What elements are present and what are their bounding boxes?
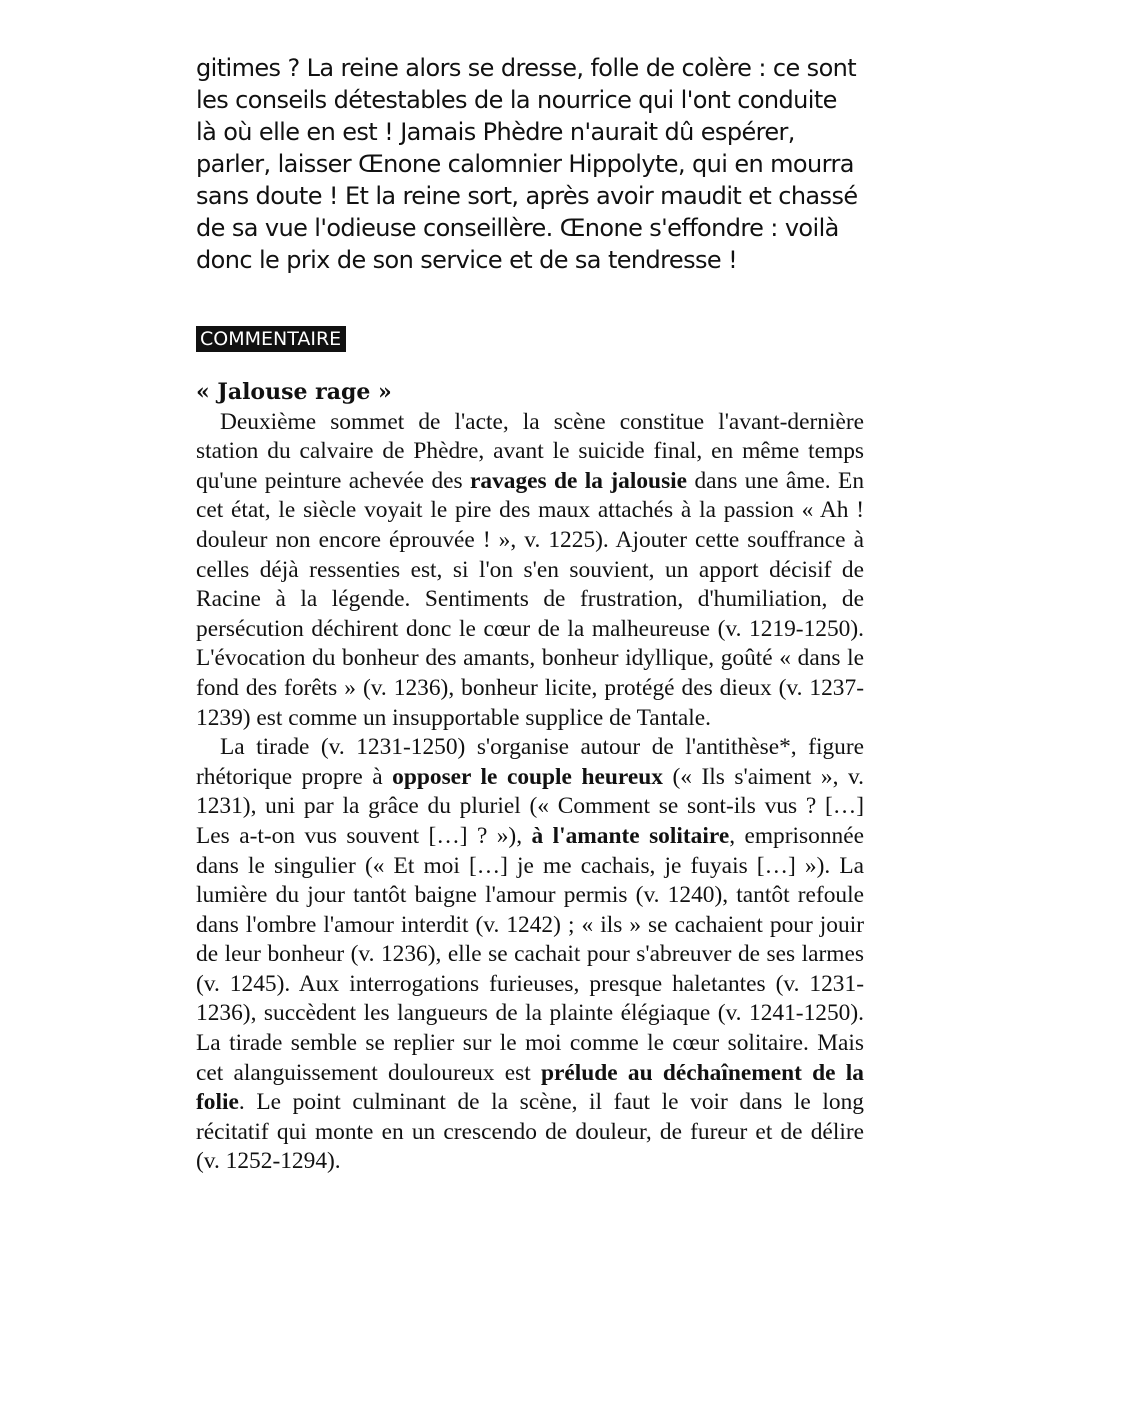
paragraph-1-bold-1: ravages de la jalousie [470,467,688,494]
section-label-row [196,276,864,352]
subheading: « Jalouse rage » [196,379,392,405]
paragraph-2-text-3: , emprisonnée dans le singulier (« Et moi […] je me cachais, je fuyais […] »). La lumière du jour tantôt baigne l'amour permis (v. 1240), tantôt refoule dans l'ombre l'amour interdit (v. 1242) ; « ils » se cachaient pour jouir de leur bonheur (v. 1236), elle se cachait pour s'abreuver de ses larmes (v. 1245). Aux interrogations furieuses, presque haletantes (v. 1231-1236), succèdent les langueurs de la plainte élégiaque (v. 1241-1250). La tirade semble se replier sur le moi comme le cœur solitaire. Mais cet alanguissement douloureux est [196,822,864,1086]
paragraph-1-text-1: Deuxième sommet de l'acte, la scène constitue l'avant-dernière station du calvaire de Phèdre, avant le suicide final, en même temps qu'une peinture achevée des [196,408,864,494]
paragraph-2-text-4: . Le point culminant de la scène, il faut le voir dans le long récitatif qui monte en un crescendo de douleur, de fureur et de délire (v. 1252-1294). [196,1089,864,1175]
commentary-paragraph-1 [196,408,864,734]
paragraph-1-text-2: dans une âme. En cet état, le siècle voyait le pire des maux attachés à la passion « Ah ! douleur non encore éprouvée ! », v. 1225). Ajouter cette souffrance à celles déjà ressenties est, si l'on s'en souvient, un apport décisif de Racine à la légende. Sentiments de frustration, d'humiliation, de persécution déchirent donc le cœur de la malheureuse (v. 1219-1250). L'évocation du bonheur des amants, bonheur idyllique, goûté « dans le fond des forêts » (v. 1236), bonheur licite, protégé des dieux (v. 1237-1239) est comme un insupportable supplice de Tantale. [196,467,865,731]
section-label: COMMENTAIRE [196,326,346,352]
paragraph-2-text-2: (« Ils s'aiment », v. 1231), uni par la grâce du pluriel (« Comment se sont-ils vus ? […] Les a-t-on vus souvent […] ? »), [196,763,864,849]
intro-paragraph: gitimes ? La reine alors se dresse, folle de colère : ce sont les conseils détestables de la nourrice qui l'ont conduite là où elle en est ! Jamais Phèdre n'aurait dû espérer, parler, laisser Œnone calomnier Hippolyte, qui en mourra sans doute ! Et la reine sort, après avoir maudit et chassé de sa vue l'odieuse conseillère. Œnone s'effondre : voilà donc le prix de son service et de sa tendresse ! [196,54,858,274]
page-content [196,52,864,1177]
paragraph-2-text-1: La tirade (v. 1231-1250) s'organise autour de l'antithèse*, figure rhétorique propre à [196,734,864,790]
paragraph-2-bold-1: opposer le couple heureux [392,763,663,790]
commentary-paragraph-2 [196,733,864,1177]
paragraph-2-bold-3: prélude au déchaînement de la folie [196,1059,864,1116]
paragraph-2-bold-2: à l'amante solitaire [531,822,730,849]
